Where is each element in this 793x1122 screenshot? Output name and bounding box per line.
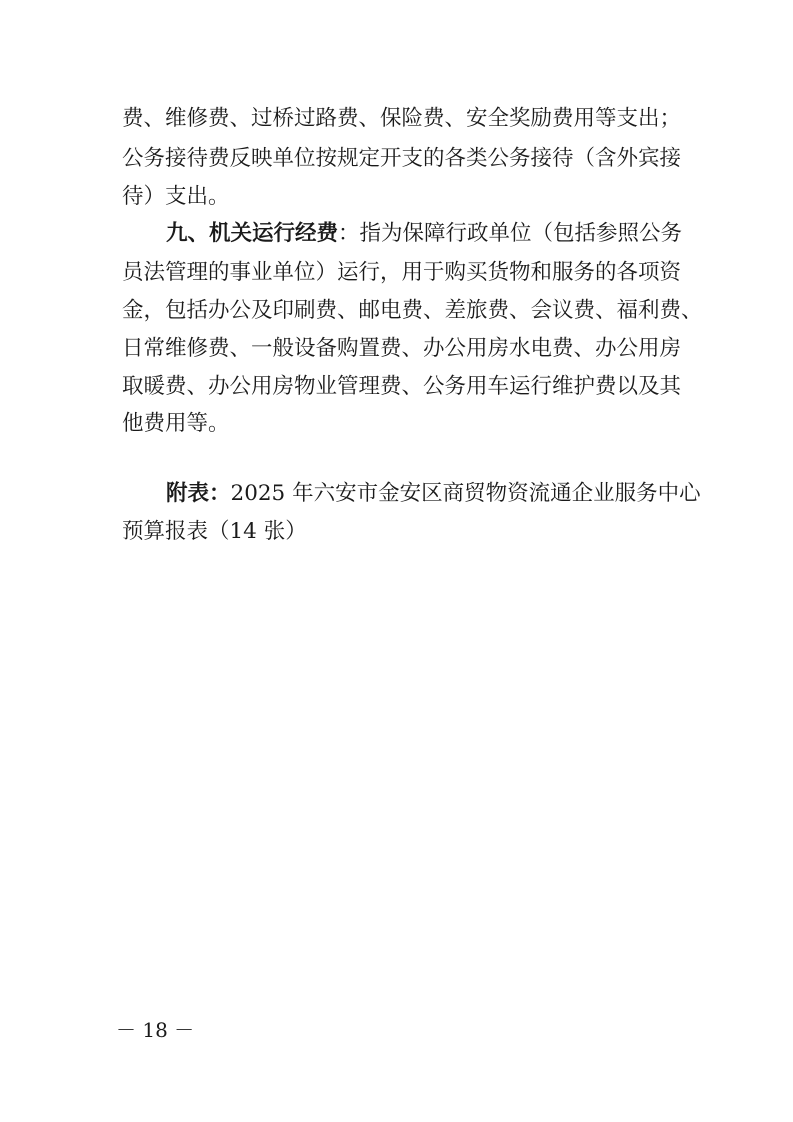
attachment-first-line xyxy=(166,477,701,511)
page-number: － 18 － xyxy=(116,1018,195,1042)
body-line: 金，包括办公及印刷费、邮电费、差旅费、会议费、福利费、 xyxy=(122,298,703,323)
body-line: 日常维修费、一般设备购置费、办公用房水电费、办公用房 xyxy=(122,336,682,361)
body-line: 取暖费、办公用房物业管理费、公务用车运行维护费以及其 xyxy=(122,374,682,399)
body-line: 待）支出。 xyxy=(122,184,230,209)
body-line: 员法管理的事业单位）运行，用于购买货物和服务的各项资 xyxy=(122,260,682,285)
body-line: 公务接待费反映单位按规定开支的各类公务接待（含外宾接 xyxy=(122,146,682,171)
attachment-second-line: 预算报表（14 张） xyxy=(122,519,307,544)
attachment-label: 附表： xyxy=(166,481,231,506)
body-line: 费、维修费、过桥过路费、保险费、安全奖励费用等支出； xyxy=(122,106,682,131)
body-line: 他费用等。 xyxy=(122,411,230,436)
section-9-heading: 九、机关运行经费 xyxy=(166,221,339,246)
section-9-first-line xyxy=(166,217,683,251)
attachment-title-text: 2025 年六安市金安区商贸物资流通企业服务中心 xyxy=(230,481,701,506)
section-9-first-line-text: ：指为保障行政单位（包括参照公务 xyxy=(338,221,683,246)
